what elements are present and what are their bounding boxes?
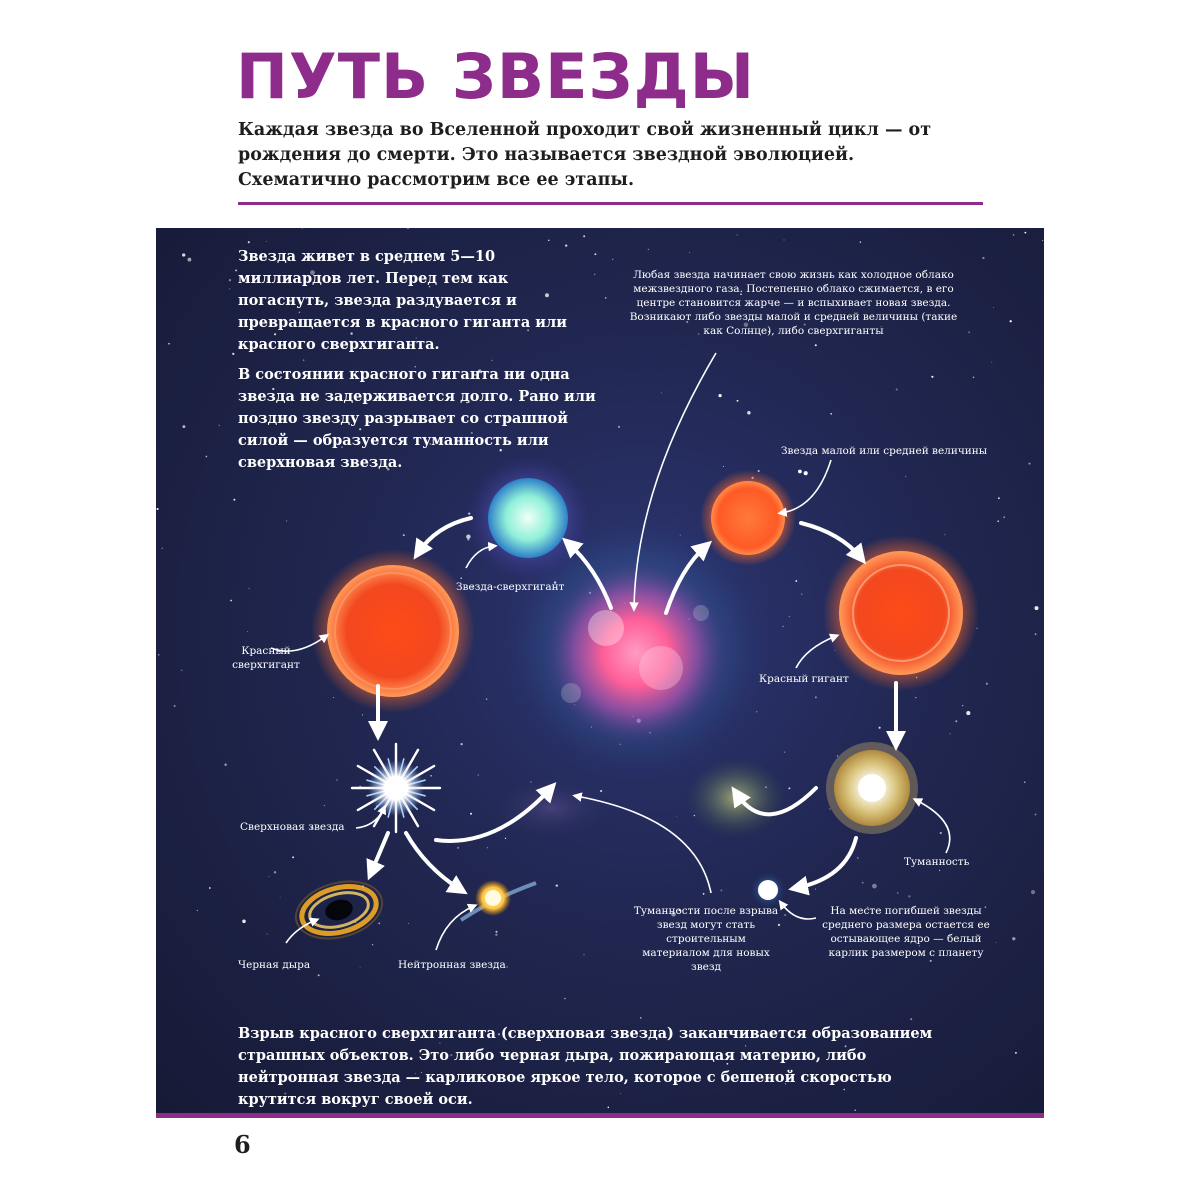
star-dot bbox=[830, 413, 832, 415]
red-supergiant-star bbox=[311, 549, 475, 713]
star-dot bbox=[962, 705, 963, 706]
nebula-remnant-cloud bbox=[686, 758, 786, 838]
star-dot bbox=[286, 520, 287, 521]
star-dot bbox=[430, 775, 432, 777]
label-nebula-remnant: Туманности после взрыва звезд могут стать строительным материалом для новых звезд bbox=[633, 905, 779, 973]
star-dot bbox=[174, 705, 176, 707]
star-dot bbox=[997, 520, 999, 522]
star-dot bbox=[292, 856, 294, 858]
star-dot bbox=[605, 297, 607, 299]
star-dot bbox=[280, 897, 281, 898]
star-dot bbox=[161, 547, 163, 549]
pointer-neutron-label bbox=[436, 906, 474, 950]
star-dot bbox=[362, 714, 363, 715]
star-dot bbox=[229, 288, 230, 289]
black-hole bbox=[290, 873, 389, 948]
red-giant-star bbox=[823, 535, 979, 691]
star-dot bbox=[470, 813, 472, 815]
star-dot bbox=[478, 774, 479, 775]
star-dot bbox=[720, 889, 722, 891]
star-dot bbox=[1015, 1052, 1017, 1054]
star-dot bbox=[248, 241, 250, 243]
star-dot bbox=[737, 234, 738, 235]
star-dot bbox=[815, 889, 816, 890]
small-star bbox=[700, 470, 796, 566]
star-dot bbox=[939, 870, 940, 871]
star-dot bbox=[584, 954, 585, 955]
star-dot bbox=[336, 779, 337, 780]
star-dot bbox=[197, 910, 198, 911]
star-dot bbox=[564, 998, 566, 1000]
star-dot bbox=[857, 857, 859, 859]
label-supergiant: Звезда-сверхгигант bbox=[456, 581, 565, 593]
star-dot bbox=[486, 698, 488, 700]
star-dot bbox=[747, 411, 751, 415]
stellar-evolution-diagram bbox=[156, 228, 1044, 1118]
star-dot bbox=[209, 887, 211, 889]
star-dot bbox=[784, 751, 785, 752]
star-dot bbox=[233, 499, 235, 501]
text-supernova-outcome: Взрыв красного сверхгиганта (сверхновая звезда) заканчивается образованием страшных объектов. Это либо черная дыра, пожирающая материю, либо нейтронная звезда — карликовое яркое тело, которое с бешеной скоростью крутится вокруг своей оси. bbox=[238, 1025, 933, 1108]
star-dot bbox=[224, 764, 226, 766]
star-dot bbox=[487, 847, 488, 848]
arrow-supergiant-to-red-supergiant bbox=[418, 518, 471, 553]
star-dot bbox=[860, 241, 861, 242]
star-dot bbox=[968, 331, 970, 333]
star-dot bbox=[457, 847, 459, 849]
star-dot bbox=[242, 920, 246, 924]
star-dot bbox=[640, 1017, 642, 1019]
star-dot bbox=[1042, 240, 1043, 241]
star-dot bbox=[403, 534, 405, 536]
star-dot bbox=[303, 359, 304, 360]
star-dot bbox=[879, 727, 881, 729]
star-dot bbox=[556, 884, 558, 886]
pointer-white-dwarf-label bbox=[781, 903, 816, 919]
star-dot bbox=[461, 743, 463, 745]
star-dot bbox=[973, 376, 975, 378]
star-dot bbox=[360, 967, 361, 968]
star-dot bbox=[982, 257, 984, 259]
star-dot bbox=[324, 805, 325, 806]
star-dot bbox=[986, 683, 988, 685]
top-divider bbox=[238, 202, 983, 205]
star-dot bbox=[235, 269, 237, 271]
star-dot bbox=[372, 944, 373, 945]
star-dot bbox=[991, 362, 992, 363]
star-dot bbox=[218, 425, 220, 427]
star-dot bbox=[302, 228, 303, 229]
star-dot bbox=[1024, 782, 1025, 783]
page-number: 6 bbox=[234, 1130, 251, 1159]
label-nebula: Туманность bbox=[904, 856, 970, 868]
intro-text: Каждая звезда во Вселенной проходит свой жизненный цикл — от рождения до смерти. Это называется звездной эволюцией. Схематично рассмотрим все ее этапы. bbox=[238, 120, 932, 190]
star-dot bbox=[998, 497, 1000, 499]
star-dot bbox=[594, 274, 596, 276]
star-dot bbox=[1035, 606, 1039, 610]
star-dot bbox=[168, 343, 170, 345]
star-dot bbox=[1013, 234, 1015, 236]
star-dot bbox=[612, 259, 613, 260]
star-dot bbox=[266, 241, 267, 242]
star-dot bbox=[333, 697, 334, 698]
star-dot bbox=[940, 832, 942, 834]
star-dot bbox=[689, 252, 690, 253]
star-dot bbox=[966, 711, 970, 715]
star-dot bbox=[495, 934, 497, 936]
neutron-star bbox=[461, 880, 536, 920]
text-star-lifetime: Звезда живет в среднем 5—10 миллиардов лет. Перед тем как погаснуть, звезда раздувается и превращается в красного гиганта или красного сверхгиганта. bbox=[238, 248, 568, 353]
arrow-supernova-to-black-hole bbox=[371, 833, 388, 873]
pointer-nebula-label bbox=[916, 800, 950, 853]
star-dot bbox=[594, 253, 596, 255]
label-red-supergiant: Красный сверхгигант bbox=[232, 645, 300, 671]
star-dot bbox=[788, 787, 790, 789]
white-dwarf-star bbox=[750, 872, 786, 908]
star-dot bbox=[182, 253, 185, 256]
bottom-divider bbox=[156, 1113, 1044, 1118]
planetary-nebula bbox=[826, 742, 918, 834]
star-dot bbox=[318, 974, 320, 976]
diagram-graphics bbox=[156, 228, 1044, 1118]
star-dot bbox=[1003, 516, 1005, 518]
star-dot bbox=[1031, 890, 1035, 894]
star-dot bbox=[718, 394, 721, 397]
supernova-star bbox=[352, 744, 440, 832]
star-dot bbox=[815, 696, 817, 698]
star-dot bbox=[931, 376, 933, 378]
star-dot bbox=[157, 508, 159, 510]
star-dot bbox=[229, 279, 231, 281]
star-dot bbox=[896, 388, 898, 390]
supergiant-star bbox=[466, 456, 590, 580]
star-dot bbox=[910, 1018, 912, 1020]
label-supernova: Сверхновая звезда bbox=[240, 821, 345, 833]
star-dot bbox=[583, 235, 585, 237]
star-dot bbox=[248, 588, 249, 589]
star-dot bbox=[782, 626, 783, 627]
star-dot bbox=[703, 893, 705, 895]
star-dot bbox=[187, 258, 191, 262]
star-dot bbox=[158, 654, 160, 656]
star-dot bbox=[862, 882, 864, 884]
label-black-hole: Черная дыра bbox=[238, 959, 311, 971]
star-dot bbox=[461, 578, 462, 579]
star-dot bbox=[930, 960, 932, 962]
star-dot bbox=[183, 425, 186, 428]
star-dot bbox=[274, 871, 276, 873]
text-red-giant-explosion: В состоянии красного гиганта ни одна звезда не задерживается долго. Рано или поздно звезду разрывает со страшной силой — образуется туманность или сверхновая звезда. bbox=[238, 366, 596, 471]
star-dot bbox=[949, 733, 950, 734]
star-dot bbox=[548, 240, 549, 241]
label-white-dwarf: На месте погибшей звезды среднего размера остается ее остывающее ядро — белый карлик размером с планету bbox=[822, 905, 990, 959]
star-dot bbox=[1010, 320, 1012, 322]
star-dot bbox=[784, 914, 786, 916]
text-star-birth: Любая звезда начинает свою жизнь как холодное облако межзвездного газа. Постепенно облако сжимается, в его центре становится жарче — и вспыхивает новая звезда. Возникают либо звезды малой и средней величины (такие как Солнце), либо сверхгиганты bbox=[629, 269, 958, 337]
label-red-giant: Красный гигант bbox=[759, 673, 849, 685]
star-dot bbox=[661, 392, 662, 393]
star-dot bbox=[1024, 232, 1026, 234]
star-dot bbox=[206, 456, 208, 458]
star-dot bbox=[378, 923, 380, 925]
star-dot bbox=[1035, 633, 1037, 635]
star-dot bbox=[247, 631, 248, 632]
star-dot bbox=[505, 838, 506, 839]
label-small-star: Звезда малой или средней величины bbox=[781, 445, 988, 457]
star-dot bbox=[491, 360, 492, 361]
star-dot bbox=[676, 816, 677, 817]
star-dot bbox=[908, 895, 910, 897]
star-dot bbox=[723, 466, 724, 467]
star-dot bbox=[829, 808, 830, 809]
star-dot bbox=[1035, 813, 1037, 815]
star-dot bbox=[269, 876, 270, 877]
star-dot bbox=[798, 470, 802, 474]
star-dot bbox=[815, 344, 817, 346]
star-dot bbox=[232, 353, 234, 355]
star-dot bbox=[804, 471, 808, 475]
star-dot bbox=[897, 892, 899, 894]
star-dot bbox=[230, 600, 232, 602]
star-dot bbox=[648, 249, 649, 250]
star-dot bbox=[784, 240, 785, 241]
star-dot bbox=[837, 755, 838, 756]
star-dot bbox=[181, 669, 183, 671]
star-dot bbox=[915, 697, 916, 698]
star-dot bbox=[618, 426, 620, 428]
label-neutron-star: Нейтронная звезда bbox=[398, 959, 506, 971]
star-dot bbox=[1012, 937, 1015, 940]
star-dot bbox=[955, 720, 957, 722]
star-dot bbox=[944, 534, 945, 535]
page-title: ПУТЬ ЗВЕЗДЫ bbox=[236, 40, 755, 113]
star-dot bbox=[495, 931, 497, 933]
arrow-nebula-to-white-dwarf bbox=[796, 838, 856, 888]
star-dot bbox=[737, 400, 739, 402]
star-dot bbox=[789, 616, 790, 617]
star-dot bbox=[408, 923, 409, 924]
star-dot bbox=[905, 476, 906, 477]
star-dot bbox=[407, 228, 409, 229]
star-dot bbox=[1028, 463, 1030, 465]
star-dot bbox=[266, 933, 267, 934]
star-dot bbox=[801, 594, 802, 595]
star-dot bbox=[872, 884, 877, 889]
star-dot bbox=[993, 307, 994, 308]
star-dot bbox=[756, 711, 757, 712]
star-dot bbox=[795, 580, 797, 582]
